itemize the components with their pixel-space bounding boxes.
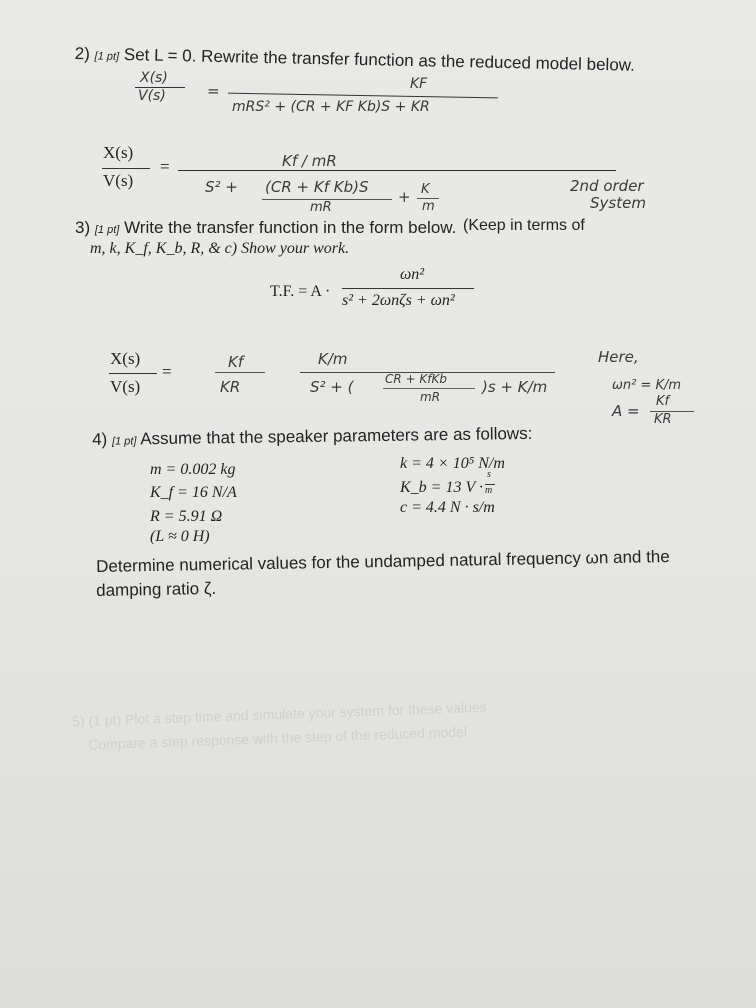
q2-hw-den-m: m: [422, 199, 435, 214]
q3-tf-label: T.F. = A ·: [270, 283, 331, 300]
q3-hw-A-label: A =: [612, 402, 640, 420]
q2-hw-eq: =: [207, 82, 220, 100]
bleed-through-line1: 5) (1 pt) Plot a step time and simulate your system for these values: [71, 698, 487, 730]
q2-points: [1 pt]: [94, 50, 120, 63]
q3-hw-b-den-b: )s + K/m: [482, 378, 548, 396]
q4-param-kb: K_b = 13 V ·: [400, 479, 483, 496]
q2-hw-den-c: mR: [310, 200, 332, 215]
q4-param-L: (L ≈ 0 H): [150, 528, 210, 545]
q2-hw-den-b: (CR + Kf Kb)S: [265, 178, 369, 196]
q2-text: Set L = 0. Rewrite the transfer function as the reduced model below.: [123, 45, 636, 75]
q3-hw-A-num: Kf: [656, 394, 670, 409]
q3-points: [1 pt]: [94, 224, 120, 236]
q4-determine-line2: damping ratio ζ.: [96, 578, 217, 600]
q3-prompt: [75, 218, 456, 238]
q3-lhs-den: V(s): [110, 377, 141, 396]
q3-tf-num: ωn²: [400, 266, 425, 283]
q2-hw-den-a: S² +: [205, 178, 238, 196]
q3-hw-b-num: K/m: [318, 350, 348, 368]
q3-eq-sign: =: [162, 362, 172, 381]
q3-number: 3): [75, 218, 91, 237]
q2-hw-rhs-bar: [228, 93, 498, 99]
q2-hw-lhs-num: X(s): [140, 70, 168, 86]
q3-hw-b-inner-bar: [383, 388, 475, 389]
q3-hw-wn: ωn² = K/m: [612, 378, 682, 393]
q2-hw-note2: System: [590, 194, 646, 212]
q2-eq-lhs-den: V(s): [103, 171, 134, 190]
q2-hw-rhs-num: KF: [410, 76, 428, 92]
q4-points: [1 pt]: [111, 435, 137, 448]
q2-eq-lhs-bar: [102, 168, 150, 169]
q2-hw-rhs-den: mRS² + (CR + KF Kb)S + KR: [232, 99, 430, 115]
q3-line2: m, k, K_f, K_b, R, & c) Show your work.: [90, 240, 350, 257]
q4-number: 4): [92, 429, 108, 449]
q2-hw-lhs-den: V(s): [138, 88, 166, 104]
q3-hw-a-bar: [215, 372, 265, 373]
q2-hw-num: Kf / mR: [282, 152, 337, 170]
q3-hw-b-frac-den: mR: [420, 390, 441, 404]
q4-prompt: [92, 424, 533, 450]
q2-number: 2): [74, 44, 91, 64]
q3-lhs-bar: [109, 373, 157, 374]
q3-lhs-num: X(s): [110, 349, 141, 368]
q4-param-kb-num: s: [487, 469, 491, 480]
q3-text: Write the transfer function in the form below.: [124, 218, 457, 237]
q4-determine-line1: Determine numerical values for the undamped natural frequency ωn and the: [96, 546, 670, 576]
q4-param-c: c = 4.4 N · s/m: [400, 499, 495, 516]
q3-hw-a-num: Kf: [228, 353, 244, 371]
bleed-through-line2: Compare a step response with the step of the reduced model: [87, 723, 468, 753]
q4-param-kf: K_f = 16 N/A: [150, 484, 237, 501]
q2-main-fraction-bar: [178, 170, 616, 171]
q2-hw-note1: 2nd order: [570, 177, 644, 195]
q2-hw-den-plus: +: [398, 188, 411, 206]
q3-hw-b-den-a: S² + (: [310, 378, 354, 396]
q4-text: Assume that the speaker parameters are as follows:: [140, 423, 533, 449]
q4-param-R: R = 5.91 Ω: [150, 508, 223, 525]
q3-tf-den: s² + 2ωnζs + ωn²: [342, 292, 455, 309]
q4-param-kb-den: m: [485, 485, 493, 496]
q3-hw-b-frac-num: CR + KfKb: [385, 372, 447, 386]
q2-eq-lhs-num: X(s): [103, 143, 134, 162]
q4-param-k: k = 4 × 10⁵ N/m: [400, 455, 505, 472]
q3-tf-bar: [342, 288, 474, 289]
q3-hw-here: Here,: [598, 348, 639, 366]
q2-hw-den-k: K: [421, 182, 430, 197]
q3-text-keep: (Keep in terms of: [463, 217, 585, 234]
q3-hw-a-den: KR: [220, 378, 241, 396]
q4-param-m: m = 0.002 kg: [150, 461, 236, 478]
q3-hw-A-den: KR: [654, 412, 672, 427]
q2-eq-sign: =: [160, 157, 170, 176]
